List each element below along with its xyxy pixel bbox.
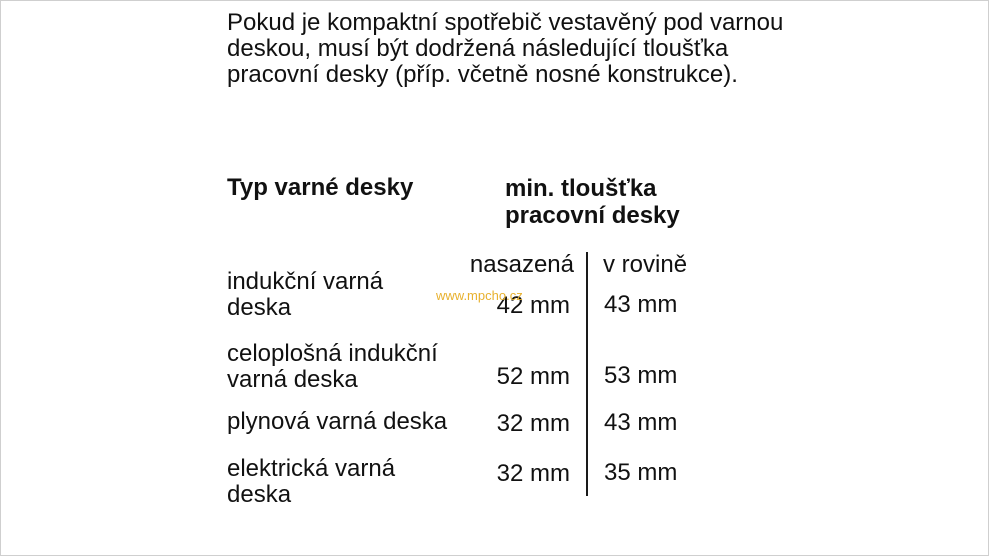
header-thickness-line1: min. tloušťka <box>505 175 657 202</box>
row-label-line2: deska <box>227 294 292 321</box>
column-divider <box>586 252 588 496</box>
watermark: www.mpcho.cz <box>436 288 523 303</box>
value-v-rovine-gas: 43 mm <box>604 409 678 436</box>
row-label-line2: varná deska <box>227 366 358 393</box>
value-nasazena-gas: 32 mm <box>496 410 570 437</box>
subheader-nasazena: nasazená <box>469 251 574 278</box>
row-label-line1: plynová varná deska <box>227 408 448 435</box>
value-v-rovine-full-induction: 53 mm <box>604 362 678 389</box>
value-v-rovine-induction: 43 mm <box>604 291 678 318</box>
row-label-electric <box>227 456 477 508</box>
value-nasazena-electric: 32 mm <box>496 460 570 487</box>
row-label-line1: indukční varná <box>227 268 384 295</box>
row-label-gas <box>227 409 477 435</box>
row-label-line1: elektrická varná <box>227 455 396 482</box>
header-min-thickness <box>505 175 680 229</box>
value-nasazena-full-induction: 52 mm <box>496 363 570 390</box>
row-label-full-induction <box>227 341 477 393</box>
row-label-line1: celoplošná indukční <box>227 340 438 367</box>
value-v-rovine-electric: 35 mm <box>604 459 678 486</box>
intro-paragraph: Pokud je kompaktní spotřebič vestavěný pod varnou deskou, musí být dodržená následující tloušťka pracovní desky (příp. včetně nosné konstrukce). <box>227 9 784 88</box>
header-hob-type: Typ varné desky <box>227 174 414 201</box>
value-nasazena-induction: 42 mm <box>496 292 570 319</box>
header-thickness-line2: pracovní desky <box>505 202 680 229</box>
row-label-line2: deska <box>227 481 292 508</box>
subheader-v-rovine: v rovině <box>603 251 688 278</box>
